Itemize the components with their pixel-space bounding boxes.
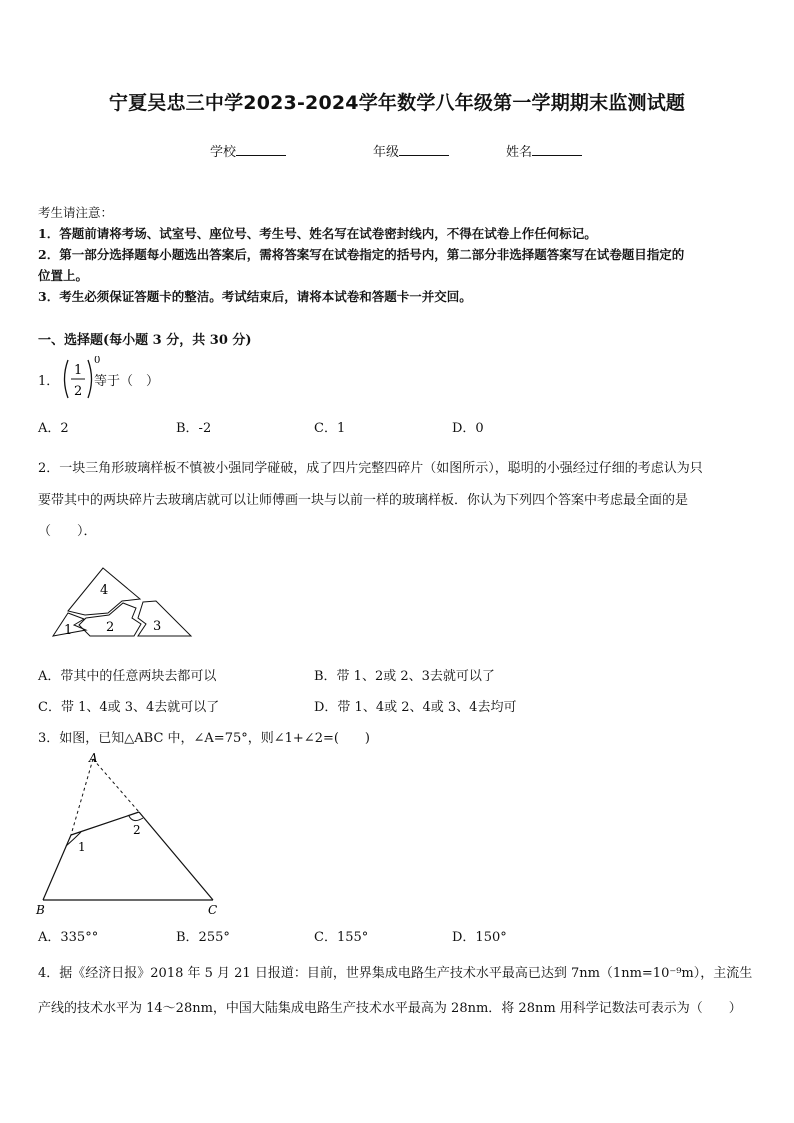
q1-option-a: A．2: [38, 421, 69, 436]
q3-option-b: B．255°: [176, 930, 230, 945]
q2-option-c: C．带 1、4或 3、4去就可以了: [38, 700, 220, 715]
q2-line-2: 要带其中的两块碎片去玻璃店就可以让师傅画一块与以前一样的玻璃样板．你认为下列四个答案中考虑最全面的是: [38, 493, 689, 508]
grade-label: 年级: [373, 145, 400, 160]
q3-text: 3．如图，已知△ABC 中，∠A=75°，则∠1+∠2=( ): [38, 731, 371, 746]
q2-line-3: （ ）．: [38, 524, 97, 539]
vertex-c-label: C: [208, 903, 218, 917]
q4-line-1: 4．据《经济日报》2018 年 5 月 21 日报道：目前，世界集成电路生产技术水平最高已达到 7nm（1nm=10⁻⁹m），主流生: [38, 966, 753, 981]
q2-option-a: A．带其中的任意两块去都可以: [38, 669, 217, 684]
dashed-side-ab: [71, 759, 93, 835]
q1-exponent: 0: [94, 356, 101, 366]
notice-item-1: 1．答题前请将考场、试室号、座位号、考生号、姓名写在试卷密封线内，不得在试卷上作任何标记。: [38, 226, 597, 241]
q3-option-c: C．155°: [314, 930, 369, 945]
q4-line-2: 产线的技术水平为 14～28nm，中国大陆集成电路生产技术水平最高为 28nm．将 28nm 用科学记数法可表示为（ ）: [38, 1001, 742, 1016]
left-paren-icon: [65, 360, 69, 398]
q2-option-d: D．带 1、4或 2、4或 3、4去均可: [314, 700, 517, 715]
name-blank: [532, 143, 582, 156]
piece-4-label: 4: [100, 583, 109, 598]
angle-2-label: 2: [133, 823, 141, 837]
q1-text: 等于（ ）: [94, 374, 160, 389]
q3-option-a: A．335°°: [38, 930, 99, 945]
school-label: 学校: [210, 145, 237, 160]
notice-heading: 考生请注意：: [38, 205, 114, 220]
q1-option-d: D．0: [452, 421, 484, 436]
q1-frac-den: 2: [74, 384, 83, 399]
notice-item-3: 3．考生必须保证答题卡的整洁。考试结束后，请将本试卷和答题卡一并交回。: [38, 289, 472, 304]
vertex-a-label: A: [89, 752, 98, 765]
triangle-abc-figure: [33, 752, 228, 918]
piece-3: [138, 601, 191, 636]
notice-item-2-cont: 位置上。: [38, 268, 89, 283]
piece-2-label: 2: [106, 620, 115, 635]
angle-2-arc: [129, 816, 143, 821]
q1-option-b: B．-2: [176, 421, 212, 436]
page-title: 宁夏吴忠三中学2023-2024学年数学八年级第一学期期末监测试题: [108, 92, 686, 114]
school-field: [210, 141, 286, 160]
name-field: [506, 141, 582, 160]
cut-line: [71, 812, 139, 835]
q1-option-c: C．1: [314, 421, 346, 436]
angle-1-label: 1: [78, 840, 86, 854]
piece-3-label: 3: [153, 619, 162, 634]
name-label: 姓名: [506, 145, 533, 160]
q2-line-1: 2．一块三角形玻璃样板不慎被小强同学碰破，成了四片完整四碎片（如图所示），聪明的小强经过仔细的考虑认为只: [38, 461, 703, 476]
right-paren-icon: [88, 360, 92, 398]
q1-frac-num: 1: [74, 363, 83, 378]
q3-option-d: D．150°: [452, 930, 507, 945]
q1-number: 1．: [38, 374, 60, 389]
vertex-b-label: B: [36, 903, 45, 917]
grade-blank: [399, 143, 449, 156]
dashed-side-ac: [93, 759, 139, 812]
grade-field: [373, 141, 449, 160]
q2-option-b: B．带 1、2或 2、3去就可以了: [314, 669, 495, 684]
notice-item-2: 2．第一部分选择题每小题选出答案后，需将答案写在试卷指定的括号内，第二部分非选择题答案写在试卷题目指定的: [38, 247, 685, 262]
piece-1-label: 1: [64, 623, 73, 638]
section-heading: 一、选择题(每小题 3 分，共 30 分): [38, 333, 252, 348]
school-blank: [236, 143, 286, 156]
side-ac: [139, 812, 213, 900]
broken-triangle-figure: [50, 563, 198, 641]
